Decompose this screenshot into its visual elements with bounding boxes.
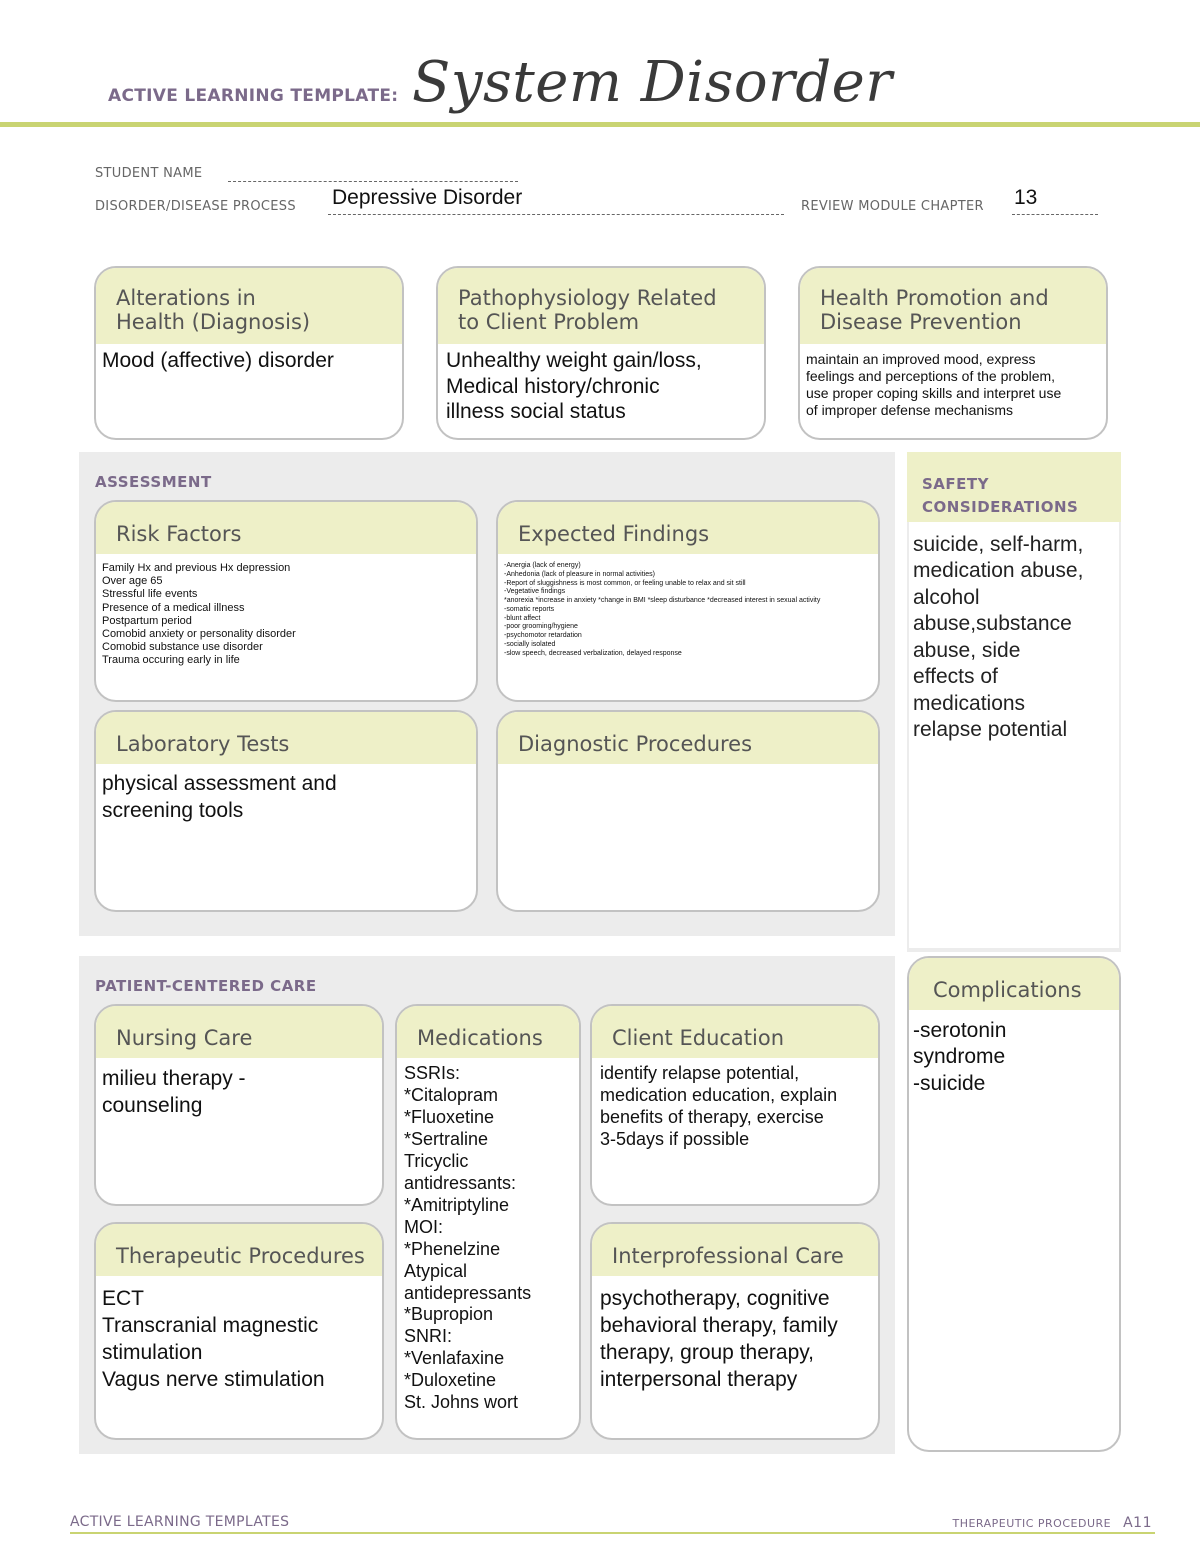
chapter-field[interactable] (1012, 186, 1098, 215)
template-prefix: ACTIVE LEARNING TEMPLATE: (108, 86, 399, 106)
interprofessional-care-text[interactable]: psychotherapy, cognitive behavioral therapy, family therapy, group therapy, interpersonal therapy (600, 1287, 838, 1391)
diagnostic-procedures-box (496, 710, 880, 912)
therapeutic-procedures-box (94, 1222, 384, 1440)
page-number: A11 (1123, 1515, 1152, 1531)
pathophysiology-title: Pathophysiology Related to Client Problem (438, 268, 764, 344)
risk-factors-title: Risk Factors (96, 502, 476, 554)
safety-label: SAFETY CONSIDERATIONS (922, 475, 1079, 516)
therapeutic-procedures-text[interactable]: ECT Transcranial magnestic stimulation Vagus nerve stimulation (102, 1287, 325, 1391)
nursing-care-title: Nursing Care (96, 1006, 382, 1058)
student-name-label: STUDENT NAME (95, 166, 203, 181)
assessment-label: ASSESSMENT (95, 473, 212, 491)
medications-box (395, 1004, 581, 1440)
client-education-text[interactable]: identify relapse potential, medication education, explain benefits of therapy, exercise 3-5days if possible (600, 1063, 838, 1149)
nursing-care-text[interactable]: milieu therapy - counseling (102, 1067, 246, 1117)
client-education-title: Client Education (592, 1006, 878, 1058)
laboratory-tests-box (94, 710, 478, 912)
footer-section: THERAPEUTIC PROCEDURE (952, 1517, 1112, 1530)
pathophysiology-box (436, 266, 766, 440)
footer-left: ACTIVE LEARNING TEMPLATES (70, 1514, 290, 1530)
disorder-label: DISORDER/DISEASE PROCESS (95, 199, 296, 214)
footer-right (952, 1515, 1152, 1531)
nursing-care-box (94, 1004, 384, 1206)
medications-title: Medications (397, 1006, 579, 1058)
health-promotion-box (798, 266, 1108, 440)
student-name-field[interactable] (228, 166, 518, 182)
diagnostic-procedures-text[interactable] (498, 764, 878, 774)
chapter-label: REVIEW MODULE CHAPTER (801, 199, 984, 214)
chapter-value: 13 (1014, 186, 1038, 209)
therapeutic-procedures-title: Therapeutic Procedures (96, 1224, 382, 1276)
laboratory-tests-title: Laboratory Tests (96, 712, 476, 764)
alterations-title: Alterations in Health (Diagnosis) (96, 268, 402, 344)
risk-factors-box (94, 500, 478, 702)
page-title: System Disorder (412, 50, 893, 115)
health-promotion-title: Health Promotion and Disease Prevention (800, 268, 1106, 344)
disorder-value: Depressive Disorder (332, 186, 523, 209)
client-education-box (590, 1004, 880, 1206)
complications-text[interactable]: -serotonin syndrome -suicide (913, 1019, 1007, 1095)
safety-body (909, 522, 1119, 948)
interprofessional-care-box (590, 1222, 880, 1440)
header-divider (0, 122, 1200, 127)
footer-divider (70, 1532, 1155, 1534)
disorder-field[interactable] (328, 186, 784, 215)
pathophysiology-text[interactable]: Unhealthy weight gain/loss, Medical history/chronic illness social status (446, 349, 702, 424)
risk-factors-text[interactable]: Family Hx and previous Hx depression Over age 65 Stressful life events Presence of a medical illness Postpartum period Comobid anxiety or personality disorder Comobid substance use disorder Trauma occuring early in life (102, 562, 296, 667)
expected-findings-text[interactable]: -Anergia (lack of energy) -Anhedonia (lack of pleasure in normal activities) -Report of sluggishness is most common, or feeling unable to relax and sit still -Vegetative findings *anorexia *increase in anxiety *change in BMI *sleep disturbance *decreased interest in sexual activity -somatic reports -blunt affect -poor grooming/hygiene -psychomotor retardation -socially isolated -slow speech, decreased verbalization, delayed response (504, 562, 821, 657)
alterations-text[interactable]: Mood (affective) disorder (102, 349, 334, 372)
alterations-box (94, 266, 404, 440)
patient-care-label: PATIENT-CENTERED CARE (95, 977, 317, 995)
expected-findings-box (496, 500, 880, 702)
complications-title: Complications (909, 958, 1119, 1010)
health-promotion-text[interactable]: maintain an improved mood, express feelings and perceptions of the problem, use proper coping skills and interpret use of improper defense mechanisms (806, 351, 1062, 419)
safety-text[interactable]: suicide, self-harm, medication abuse, alcohol abuse,substance abuse, side effects of medications relapse potential (913, 533, 1084, 742)
laboratory-tests-text[interactable]: physical assessment and screening tools (102, 772, 337, 823)
diagnostic-procedures-title: Diagnostic Procedures (498, 712, 878, 764)
interprofessional-care-title: Interprofessional Care (592, 1224, 878, 1276)
complications-box (907, 956, 1121, 1452)
medications-text[interactable]: SSRIs: *Citalopram *Fluoxetine *Sertraline Tricyclic antidressants: *Amitriptyline MOI: *Phenelzine Atypical antidepressants *Bupropion SNRI: *Venlafaxine *Duloxetine St. Johns wort (404, 1063, 532, 1413)
expected-findings-title: Expected Findings (498, 502, 878, 554)
